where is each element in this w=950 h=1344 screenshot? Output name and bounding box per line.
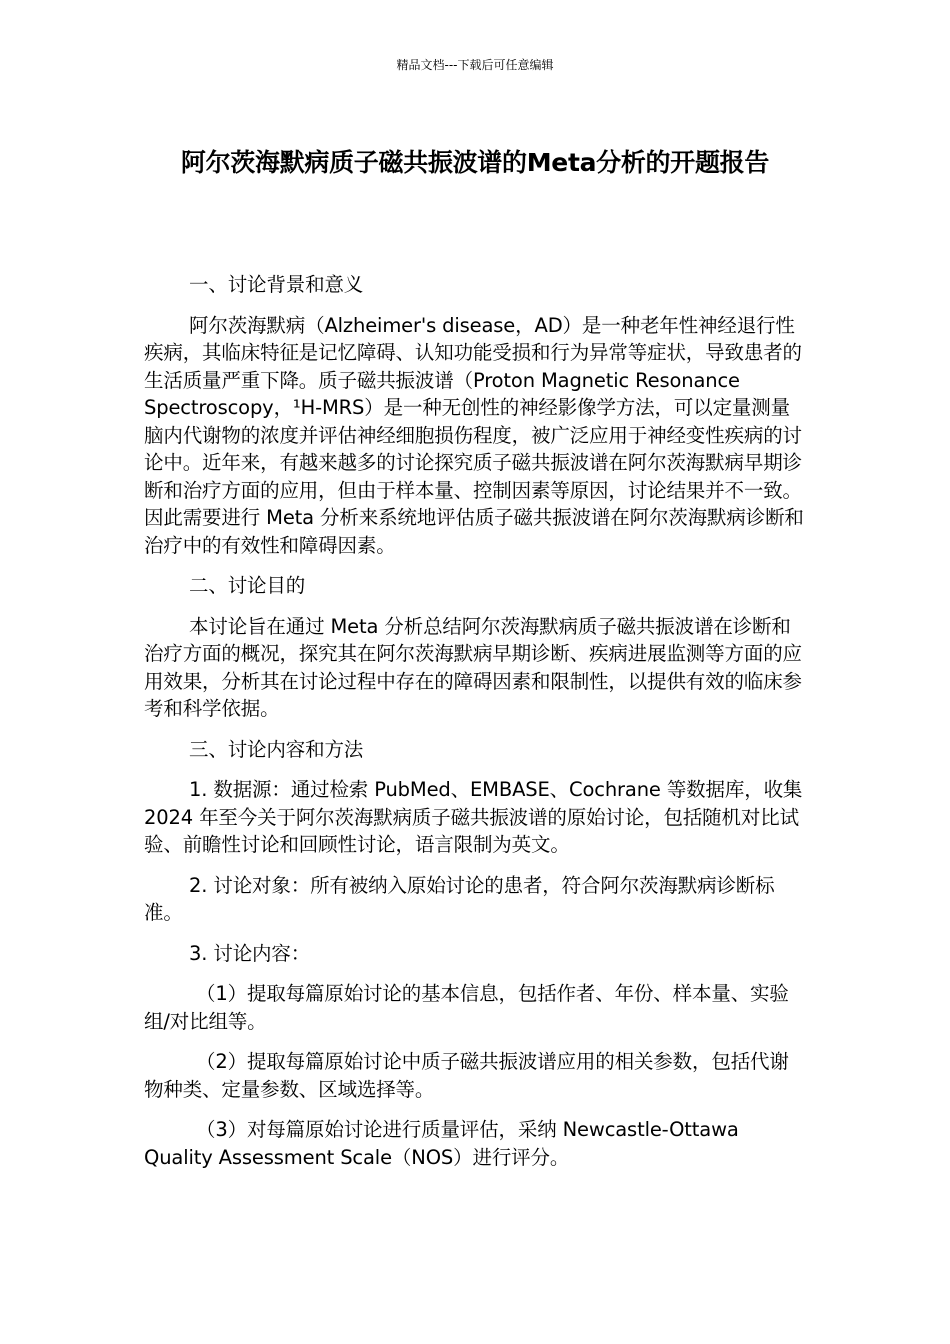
section-3-subitem-1: （1）提取每篇原始讨论的基本信息，包括作者、年份、样本量、实验组/对比组等。 xyxy=(144,982,789,1033)
section-1-paragraph: 阿尔茨海默病（Alzheimer's disease，AD）是一种老年性神经退行性疾病，其临床特征是记忆障碍、认知功能受损和行为异常等症状，导致患者的生活质量严重下降。质子磁共振波谱（Proton Magnetic Resonance Spectroscopy，¹H-MRS）是一种无创性的神经影像学方法，可以定量测量脑内代谢物的浓度并评估神经细胞损伤程度，被广泛应用于神经变性疾病的讨论中。近年来，有越来越多的讨论探究质子磁共振波谱在阿尔茨海默病早期诊断和治疗方面的应用，但由于样本量、控制因素等原因，讨论结果并不一致。因此需要进行 Meta 分析来系统地评估质子磁共振波谱在阿尔茨海默病诊断和治疗中的有效性和障碍因素。 xyxy=(144,313,804,557)
document-title: 阿尔茨海默病质子磁共振波谱的Meta分析的开题报告 xyxy=(180,148,770,177)
section-3-item-3: 3. 讨论内容： xyxy=(189,941,311,965)
section-2-heading: 二、讨论目的 xyxy=(189,574,306,597)
section-1-heading: 一、讨论背景和意义 xyxy=(189,273,364,296)
section-3-heading: 三、讨论内容和方法 xyxy=(189,737,364,761)
document-body xyxy=(144,271,808,1184)
page-header: 精品文档---下载后可任意编辑 xyxy=(396,58,554,72)
section-2-paragraph: 本讨论旨在通过 Meta 分析总结阿尔茨海默病质子磁共振波谱在诊断和治疗方面的概况，探究其在阿尔茨海默病早期诊断、疾病进展监测等方面的应用效果，分析其在讨论过程中存在的障碍因素和限制性，以提供有效的临床参考和科学依据。 xyxy=(144,614,802,720)
section-3-subitem-3: （3）对每篇原始讨论进行质量评估，采纳 Newcastle-Ottawa Quality Assessment Scale（NOS）进行评分。 xyxy=(144,1118,739,1169)
section-3-subitem-2: （2）提取每篇原始讨论中质子磁共振波谱应用的相关参数，包括代谢物种类、定量参数、区域选择等。 xyxy=(144,1050,789,1101)
section-3-item-1: 1. 数据源：通过检索 PubMed、EMBASE、Cochrane 等数据库，收集 2024 年至今关于阿尔茨海默病质子磁共振波谱的原始讨论，包括随机对比试验、前瞻性讨论和回顾性讨论，语言限制为英文。 xyxy=(144,778,803,856)
section-3-item-2: 2. 讨论对象：所有被纳入原始讨论的患者，符合阿尔茨海默病诊断标准。 xyxy=(144,873,775,924)
